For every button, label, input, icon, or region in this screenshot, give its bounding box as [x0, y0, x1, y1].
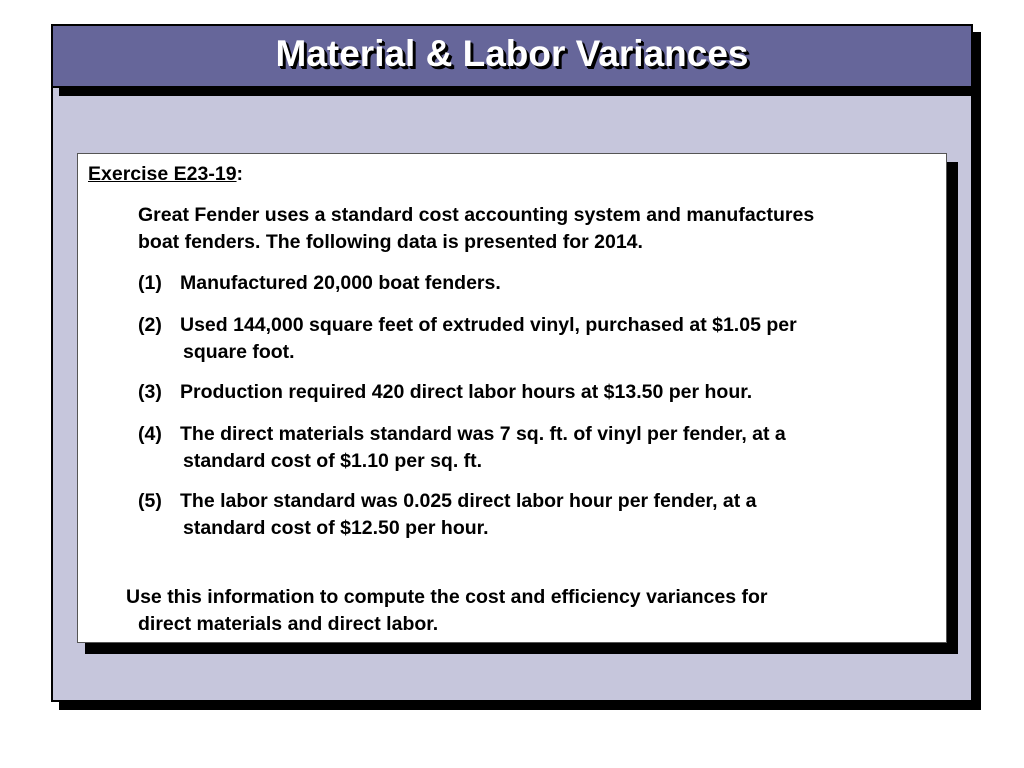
title-bar: [51, 24, 973, 88]
content-box: [77, 153, 947, 643]
slide-title: Material & Labor Variances: [275, 33, 749, 74]
intro-line-2: boat fenders. The following data is presented for 2014.: [138, 231, 643, 253]
closing-line-1: Use this information to compute the cost and efficiency variances for: [126, 586, 768, 608]
item-text: Production required 420 direct labor hours at $13.50 per hour.: [180, 381, 753, 403]
closing-paragraph: [126, 584, 926, 638]
item-text: Used 144,000 square feet of extruded vinyl, purchased at $1.05 per: [180, 314, 797, 336]
intro-paragraph: [138, 202, 938, 256]
intro-line-1: Great Fender uses a standard cost accounting system and manufactures: [138, 204, 815, 226]
item-text-continued: standard cost of $12.50 per hour.: [183, 517, 489, 539]
closing-line-2: direct materials and direct labor.: [138, 613, 439, 635]
item-text: The direct materials standard was 7 sq. ft. of vinyl per fender, at a: [180, 423, 786, 445]
item-number: (4): [138, 423, 162, 445]
list-item: [138, 270, 938, 297]
exercise-colon: :: [236, 163, 244, 185]
exercise-link[interactable]: Exercise E23-19: [88, 163, 237, 185]
list-item: [138, 421, 938, 475]
item-number: (1): [138, 272, 162, 294]
list-item: [138, 488, 938, 542]
item-text-continued: square foot.: [183, 341, 295, 363]
list-item: [138, 379, 938, 406]
item-number: (3): [138, 381, 162, 403]
item-text: The labor standard was 0.025 direct labor hour per fender, at a: [180, 490, 757, 512]
list-item: [138, 312, 938, 366]
item-number: (5): [138, 490, 162, 512]
item-text: Manufactured 20,000 boat fenders.: [180, 272, 501, 294]
exercise-heading: [88, 161, 243, 188]
item-number: (2): [138, 314, 162, 336]
item-text-continued: standard cost of $1.10 per sq. ft.: [183, 450, 483, 472]
